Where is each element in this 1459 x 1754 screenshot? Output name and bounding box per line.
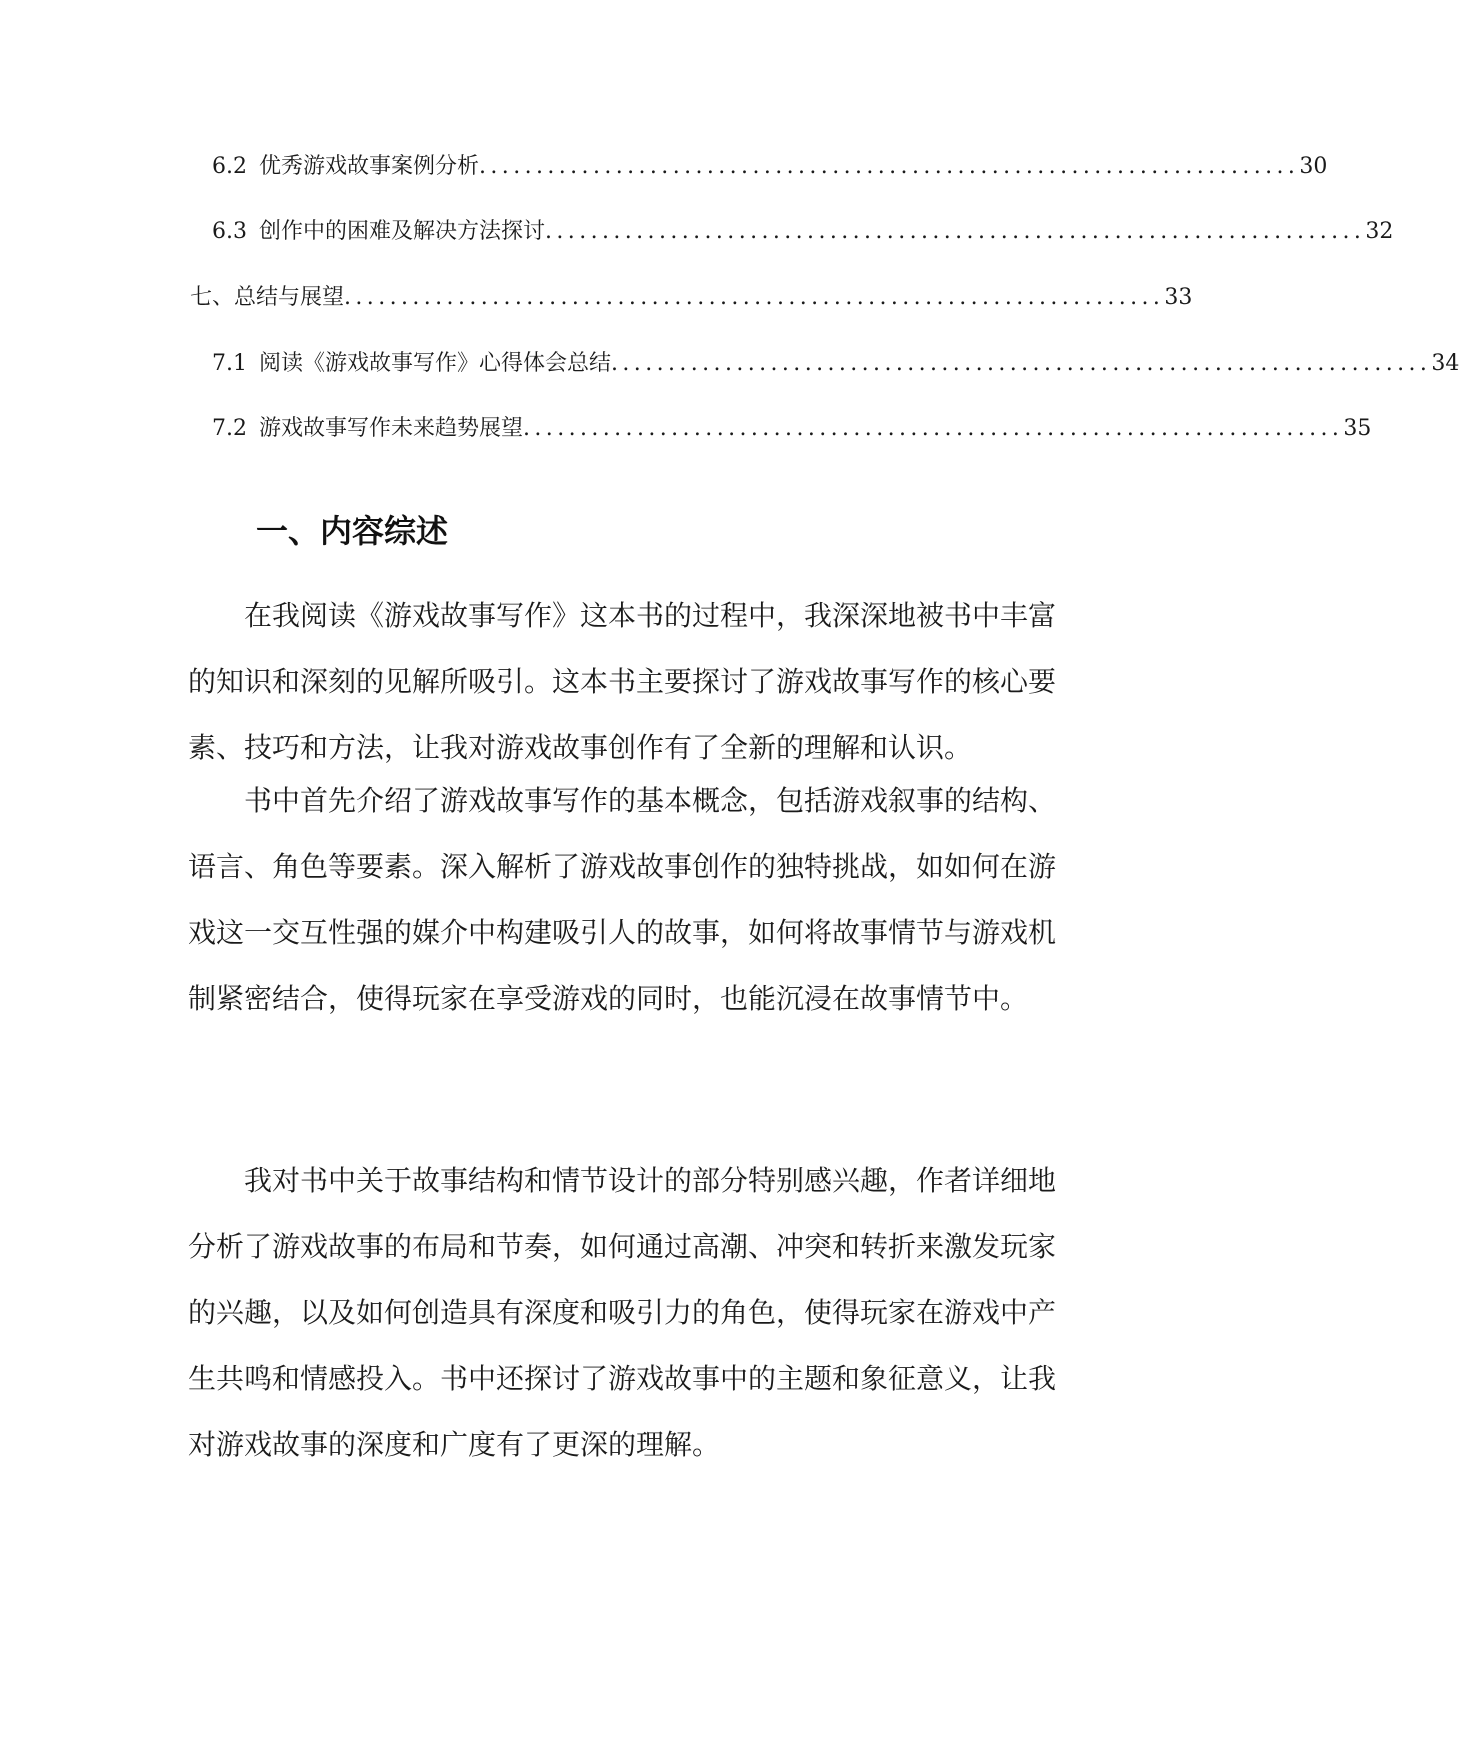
- toc-entry[interactable]: [190, 278, 1193, 318]
- toc-entry-page: 32: [1365, 219, 1394, 244]
- toc-entry-page: 33: [1164, 285, 1193, 310]
- body-paragraph: 书中首先介绍了游戏故事写作的基本概念，包括游戏叙事的结构、语言、角色等要素。深入解析了游戏故事创作的独特挑战，如如何在游戏这一交互性强的媒介中构建吸引人的故事，如何将故事情节与游戏机制紧密结合，使得玩家在享受游戏的同时，也能沉浸在故事情节中。: [188, 784, 1057, 1015]
- toc-entry-page: 35: [1343, 416, 1372, 441]
- toc-leader-dots: ........................................................................: [479, 154, 1300, 179]
- body-paragraph: 在我阅读《游戏故事写作》这本书的过程中，我深深地被书中丰富的知识和深刻的见解所吸引。这本书主要探讨了游戏故事写作的核心要素、技巧和方法，让我对游戏故事创作有了全新的理解和认识。: [188, 599, 1057, 764]
- toc-entry[interactable]: [212, 147, 1328, 187]
- toc-entry-number: 6.3: [212, 219, 247, 244]
- toc-leader-dots: ........................................................................: [611, 351, 1432, 376]
- toc-entry-title: 优秀游戏故事案例分析: [259, 154, 480, 179]
- toc-entry-title: 七、总结与展望: [190, 285, 345, 310]
- toc-entry-title: 创作中的困难及解决方法探讨: [259, 219, 546, 244]
- toc-entry-page: 34: [1431, 351, 1459, 376]
- toc-entry[interactable]: [212, 409, 1372, 449]
- toc-entry[interactable]: [212, 212, 1394, 252]
- toc-leader-dots: ........................................................................: [545, 219, 1366, 244]
- toc-entry-number: 7.1: [212, 351, 247, 376]
- toc-entry[interactable]: [212, 344, 1459, 384]
- toc-entry-title: 阅读《游戏故事写作》心得体会总结: [259, 351, 612, 376]
- body-paragraph: 我对书中关于故事结构和情节设计的部分特别感兴趣，作者详细地分析了游戏故事的布局和节奏，如何通过高潮、冲突和转折来激发玩家的兴趣，以及如何创造具有深度和吸引力的角色，使得玩家在游戏中产生共鸣和情感投入。书中还探讨了游戏故事中的主题和象征意义，让我对游戏故事的深度和广度有了更深的理解。: [188, 1164, 1057, 1461]
- toc-leader-dots: ........................................................................: [523, 416, 1344, 441]
- toc-entry-number: 7.2: [212, 416, 247, 441]
- toc-leader-dots: ........................................................................: [344, 285, 1165, 310]
- section-heading: 一、内容综述: [256, 512, 449, 550]
- toc-entry-page: 30: [1299, 154, 1328, 179]
- toc-entry-number: 6.2: [212, 154, 247, 179]
- toc-entry-title: 游戏故事写作未来趋势展望: [259, 416, 524, 441]
